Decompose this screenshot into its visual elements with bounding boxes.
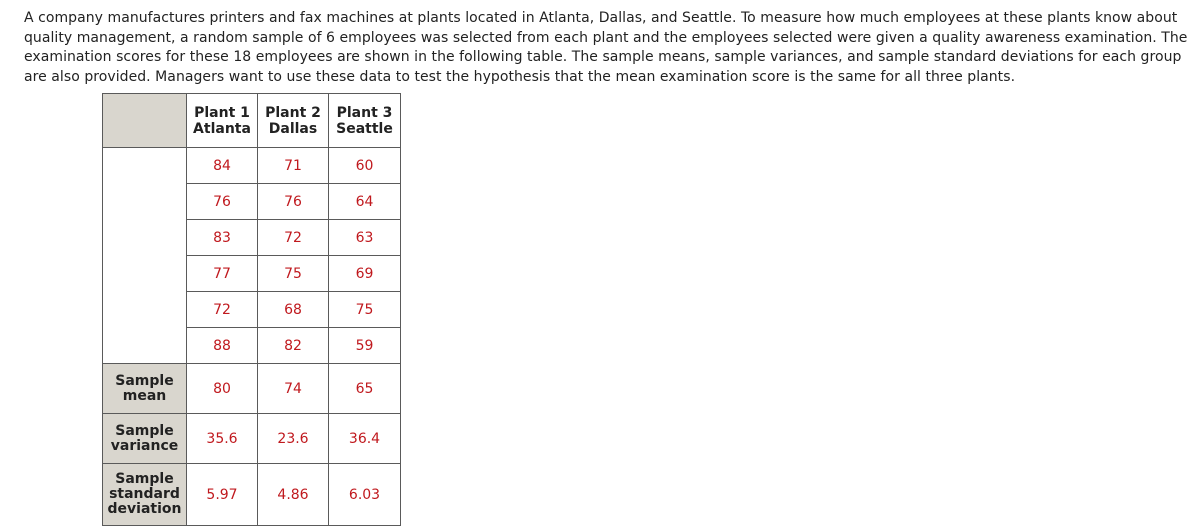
problem-statement: A company manufactures printers and fax machines at plants located in Atlanta, Dallas, and Seattle. To measure how much employees at these plants know about quality management, a random sample of 6 employees was selected from each plant and the employees selected were given a quality awareness examination. The examination scores for these 18 employees are shown in the following table. The sample means, sample variances, and sample standard deviations for each group are also provided. Managers want to use these data to test the hypothesis that the mean examination score is the same for all three plants. xyxy=(24,10,1188,86)
label-line: deviation xyxy=(107,501,182,517)
plant-city: Dallas xyxy=(268,120,318,137)
sd-cell: 4.86 xyxy=(258,464,329,526)
score-cell: 68 xyxy=(258,292,329,328)
sd-cell: 5.97 xyxy=(187,464,258,526)
sample-variance-label xyxy=(103,414,187,464)
score-cell: 83 xyxy=(187,220,258,256)
table-row xyxy=(103,148,401,184)
column-header-plant-3 xyxy=(329,94,401,148)
score-cell: 76 xyxy=(258,184,329,220)
exam-scores-table xyxy=(102,93,401,526)
score-cell: 82 xyxy=(258,328,329,364)
observation-label-cell xyxy=(103,148,187,364)
plant-city: Atlanta xyxy=(193,120,251,137)
score-cell: 64 xyxy=(329,184,401,220)
column-header-plant-2 xyxy=(258,94,329,148)
score-cell: 63 xyxy=(329,220,401,256)
sample-sd-label xyxy=(103,464,187,526)
score-cell: 72 xyxy=(187,292,258,328)
label-line: variance xyxy=(110,437,179,454)
sample-variance-row xyxy=(103,414,401,464)
variance-cell: 23.6 xyxy=(258,414,329,464)
score-cell: 72 xyxy=(258,220,329,256)
label-line: Sample xyxy=(115,372,174,389)
score-cell: 59 xyxy=(329,328,401,364)
sample-sd-row xyxy=(103,464,401,526)
sample-mean-row xyxy=(103,364,401,414)
plant-name: Plant 3 xyxy=(336,104,393,121)
label-line: mean xyxy=(122,387,167,404)
variance-cell: 36.4 xyxy=(329,414,401,464)
mean-cell: 74 xyxy=(258,364,329,414)
score-cell: 69 xyxy=(329,256,401,292)
plant-name: Plant 2 xyxy=(265,104,321,121)
label-line: standard xyxy=(109,486,180,502)
corner-cell xyxy=(103,94,187,148)
variance-cell: 35.6 xyxy=(187,414,258,464)
mean-cell: 65 xyxy=(329,364,401,414)
sd-cell: 6.03 xyxy=(329,464,401,526)
sample-mean-label xyxy=(103,364,187,414)
table-header-row xyxy=(103,94,401,148)
score-cell: 76 xyxy=(187,184,258,220)
column-header-plant-1 xyxy=(187,94,258,148)
score-cell: 88 xyxy=(187,328,258,364)
score-cell: 75 xyxy=(329,292,401,328)
plant-city: Seattle xyxy=(336,120,393,137)
label-line: Sample xyxy=(115,422,174,439)
score-cell: 60 xyxy=(329,148,401,184)
score-cell: 71 xyxy=(258,148,329,184)
score-cell: 75 xyxy=(258,256,329,292)
label-line: Sample xyxy=(115,471,174,487)
plant-name: Plant 1 xyxy=(194,104,250,121)
mean-cell: 80 xyxy=(187,364,258,414)
score-cell: 84 xyxy=(187,148,258,184)
score-cell: 77 xyxy=(187,256,258,292)
